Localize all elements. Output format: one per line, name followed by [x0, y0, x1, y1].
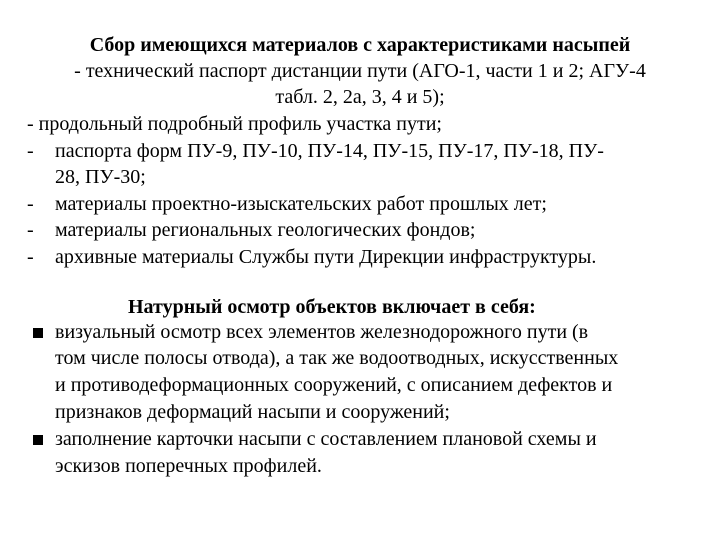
inspection-item-line1: визуальный осмотр всех элементов железнодорожного пути (в	[55, 321, 589, 343]
inspection-item-line2: том числе полосы отвода), а так же водоотводных, искусственных	[55, 347, 619, 369]
list-item-marker: -	[27, 246, 34, 268]
list-item-profile: - продольный подробный профиль участка пути;	[27, 113, 442, 135]
list-item-archive-materials: архивные материалы Службы пути Дирекции инфраструктуры.	[55, 246, 597, 268]
inspection-item-line4: признаков деформаций насыпи и сооружений;	[55, 401, 450, 423]
list-item-geological-funds: материалы региональных геологических фондов;	[55, 219, 476, 241]
list-item-survey-materials: материалы проектно-изыскательских работ прошлых лет;	[55, 193, 547, 215]
section1-subtitle-line2: табл. 2, 2а, 3, 4 и 5);	[275, 86, 445, 108]
inspection-item-line3: и противодеформационных сооружений, с описанием дефектов и	[55, 374, 613, 396]
card-item-line2: эскизов поперечных профилей.	[55, 455, 322, 477]
list-item-marker: -	[27, 140, 34, 162]
list-item-marker: -	[27, 193, 34, 215]
section1-subtitle-line1: - технический паспорт дистанции пути (АГО-1, части 1 и 2; АГУ-4	[74, 60, 646, 82]
list-item-passports-line1: паспорта форм ПУ-9, ПУ-10, ПУ-14, ПУ-15, ПУ-17, ПУ-18, ПУ-	[55, 140, 604, 162]
bullet-square-icon	[33, 435, 43, 445]
list-item-passports-line2: 28, ПУ-30;	[55, 166, 146, 188]
section1-title: Сбор имеющихся материалов с характеристиками насыпей	[89, 34, 631, 56]
bullet-square-icon	[33, 328, 43, 338]
list-item-marker: -	[27, 219, 34, 241]
section2-title: Натурный осмотр объектов включает в себя:	[128, 296, 536, 318]
card-item-line1: заполнение карточки насыпи с составлением плановой схемы и	[55, 428, 597, 450]
